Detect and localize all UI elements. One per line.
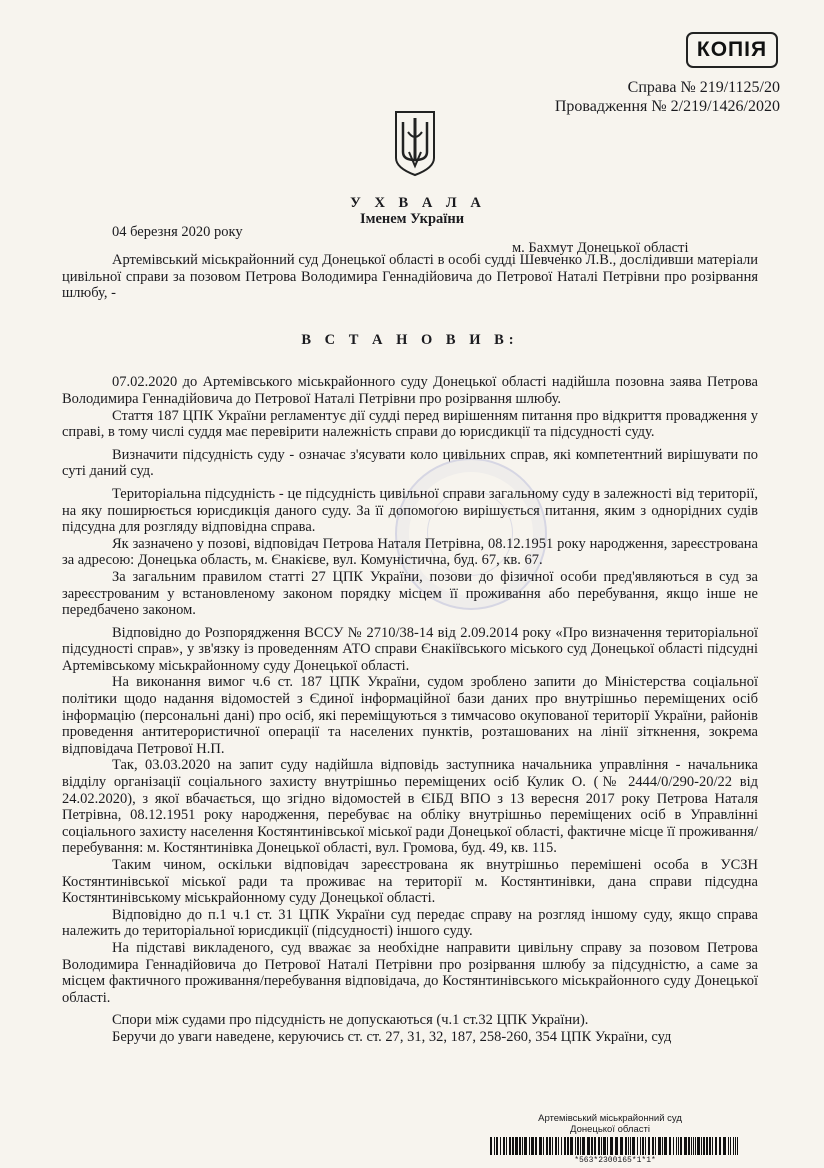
body-paragraph: Стаття 187 ЦПК України регламентує дії судді перед вирішенням питання про відкриття провадження у справі, в тому числі суддя має перевірити належність справи до юрисдикції та підсудності суду. xyxy=(62,407,758,441)
body-paragraph: 07.02.2020 до Артемівського міськрайонного суду Донецької області надійшла позовна заява Петрова Володимира Геннадійовича до Петрової Наталі Петрівни про розірвання шлюбу. xyxy=(62,374,758,407)
body-paragraph: Спори між судами про підсудність не допускаються (ч.1 ст.32 ЦПК України). xyxy=(112,1012,589,1029)
body-paragraph: Визначити підсудність суду - означає з'ясувати коло цивільних справ, які компетентний вирішувати по суті даний суд. xyxy=(62,446,758,480)
case-number: Справа № 219/1125/20 xyxy=(627,79,780,96)
footer-court-line1: Артемівський міськрайонний суд xyxy=(538,1113,682,1124)
body-paragraph: Відповідно до п.1 ч.1 ст. 31 ЦПК України суд передає справу на розгляд іншому суду, якщо справа належить до територіальної юрисдикції (підсудності) іншого суду. xyxy=(62,906,758,940)
body-paragraph: Територіальна підсудність - це підсудність цивільної справи загальному суду в залежності від території, на яку поширюється юрисдикція даного суду. За її допомогою вирішується питання, яким з однорідних судів підсудна для розгляду відповідна справа. xyxy=(62,485,758,536)
copy-stamp: КОПІЯ xyxy=(686,32,778,68)
proceeding-number: Провадження № 2/219/1426/2020 xyxy=(554,98,780,115)
document-type: У Х В А Л А xyxy=(350,195,486,211)
body-paragraph: Таким чином, оскільки відповідач зареєстрована як внутрішньо перемішені особа в УСЗН Костянтинівської міської ради та проживає на території м. Костянтинівки, дана справи підсудна Костянтинівському міськрайонному суду Донецької області. xyxy=(62,857,758,907)
body-paragraph: Як зазначено у позові, відповідач Петрова Наталя Петрівна, 08.12.1951 року народження, зареєстрована за адресою: Донецька область, м. Єнакієве, вул. Комуністична, буд. 67, кв. 67. xyxy=(62,535,758,569)
barcode-text: *563*2300165*1*1* xyxy=(574,1156,656,1165)
body-paragraph: За загальним правилом статті 27 ЦПК України, позови до фізичної особи пред'являються в суд за зареєстрованим у встановленому законом порядку місцем її проживання або перебування, якщо інше не передбачено законом. xyxy=(62,568,758,619)
footer-court-line2: Донецької області xyxy=(570,1124,650,1135)
body-paragraph: Беручи до уваги наведене, керуючись ст. ст. 27, 31, 32, 187, 258-260, 354 ЦПК України, суд xyxy=(112,1028,672,1045)
document-body xyxy=(62,252,758,1046)
trident-emblem-icon xyxy=(392,108,438,178)
body-paragraph: На виконання вимог ч.6 ст. 187 ЦПК України, судом зроблено запити до Міністерства соціальної політики щодо надання відомостей з Єдиної інформаційної бази даних про внутрішньо переміщених осіб інформацію (персональні дані) про осіб, які переміщуються з тимчасово окупованої території України, районів проведення антитерористичної операції та населених пунктів, розташованих на лінії зіткнення, зокрема відповідача Петрової Н.П. xyxy=(62,674,758,757)
case-numbers xyxy=(555,78,780,116)
document-place: м. Бахмут Донецької області xyxy=(512,240,689,256)
document-subtitle: Іменем України xyxy=(359,211,465,227)
body-paragraph: Так, 03.03.2020 на запит суду надійшла відповідь заступника начальника управління - начальника відділу організації соціального захисту внутрішньо переміщених осіб Кулик О. (№ 2444/0/290-20/22 від 24.02.2020), з якої вбачається, що згідно відомостей в ЄІБД ВПО з 13 вересня 2017 року Петрова Наталя Петрівна, 08.12.1951 року народження, перебуває на обліку внутрішньо переміщених осіб в Управлінні соціального захисту населення Костянтинівської міської ради Донецької області, фактичне місце її проживання/перебування: м. Костянтинівка Донецької області, вул. Громова, буд. 49, кв. 115. xyxy=(62,757,758,857)
barcode-icon xyxy=(490,1137,740,1155)
body-paragraph: Відповідно до Розпорядження ВССУ № 2710/38-14 від 2.09.2014 року «Про визначення територіальної підсудності справ», у зв'язку із проведенням АТО справи Єнакіївського міського суд Донецької області підсудні Артемівському міськрайонному суду Донецької області. xyxy=(62,624,758,674)
intro-paragraph: Артемівський міськрайонний суд Донецької області в особі судді Шевченко Л.В., дослідивши матеріали цивільної справи за позовом Петрова Володимира Геннадійовича до Петрової Наталі Петрівни про розірвання шлюбу, - xyxy=(62,252,758,302)
section-heading: В С Т А Н О В И В: xyxy=(301,331,519,348)
footer-court-label xyxy=(510,1113,710,1135)
body-paragraph: На підставі викладеного, суд вважає за необхідне направити цивільну справу за позовом Петрова Володимира Геннадійовича до Петрової Наталі Петрівни про розірвання шлюбу за підсудністю, а саме за місцем фактичного проживання/перебування відповідача, до Костянтинівського міськрайонного суду Донецької області. xyxy=(62,939,758,1006)
document-date: 04 березня 2020 року xyxy=(112,224,243,240)
